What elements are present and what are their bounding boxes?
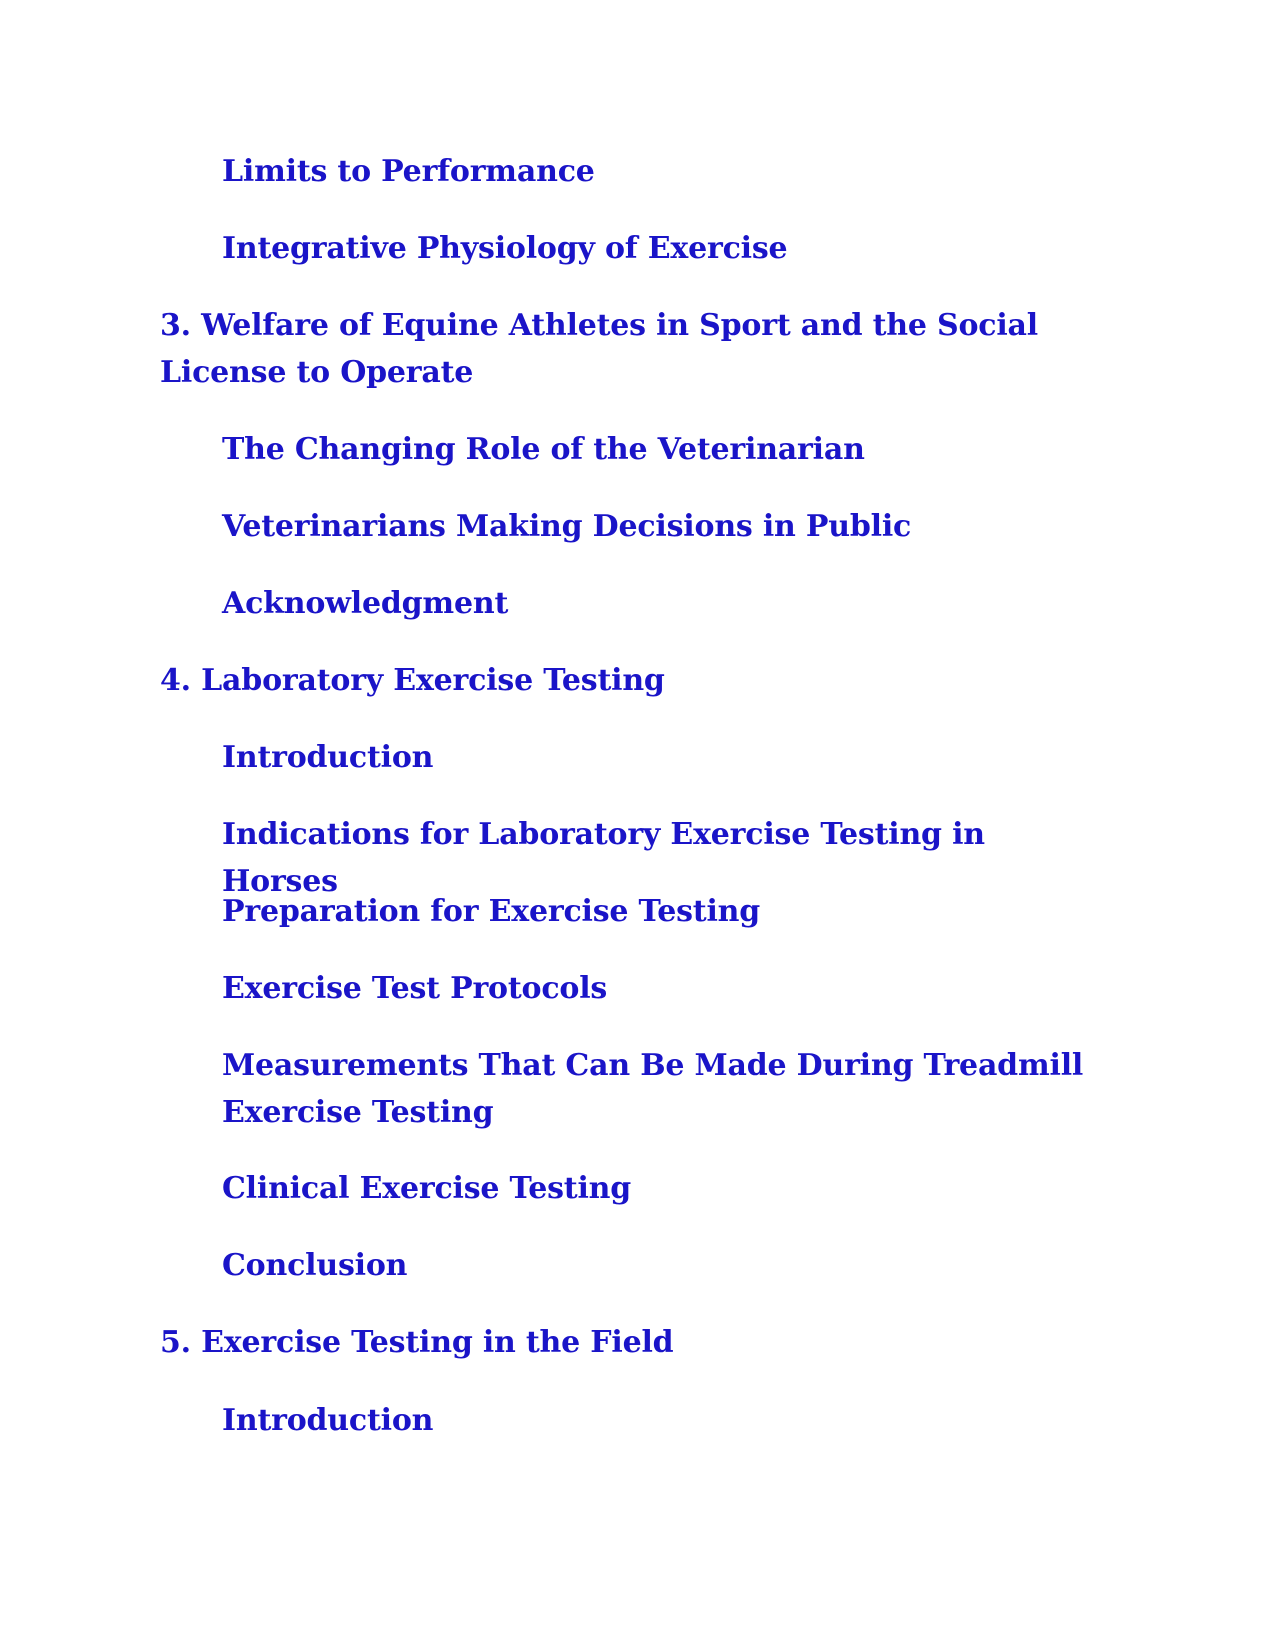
toc-link-acknowledgment[interactable]: Acknowledgment — [222, 586, 509, 621]
toc-link-indications-laboratory-testing[interactable]: Indications for Laboratory Exercise Testing in Horses — [222, 817, 985, 899]
toc-link-measurements-treadmill-testing[interactable]: Measurements That Can Be Made During Treadmill Exercise Testing — [222, 1048, 1084, 1130]
toc-link-chapter-4-laboratory-exercise-testing[interactable]: 4. Laboratory Exercise Testing — [160, 663, 665, 698]
toc-link-integrative-physiology-of-exercise[interactable]: Integrative Physiology of Exercise — [222, 231, 788, 266]
toc-link-preparation-exercise-testing[interactable]: Preparation for Exercise Testing — [222, 894, 761, 929]
toc-link-conclusion[interactable]: Conclusion — [222, 1248, 408, 1283]
toc-link-veterinarians-decisions-public[interactable]: Veterinarians Making Decisions in Public — [222, 509, 912, 544]
toc-link-chapter-5-exercise-testing-field[interactable]: 5. Exercise Testing in the Field — [160, 1325, 674, 1360]
toc-link-introduction-field[interactable]: Introduction — [222, 1403, 434, 1438]
toc-link-introduction[interactable]: Introduction — [222, 740, 434, 775]
toc-link-clinical-exercise-testing[interactable]: Clinical Exercise Testing — [222, 1171, 632, 1206]
toc-link-changing-role-veterinarian[interactable]: The Changing Role of the Veterinarian — [222, 432, 865, 467]
toc-link-chapter-3-welfare[interactable]: 3. Welfare of Equine Athletes in Sport and the Social License to Operate — [160, 308, 1038, 390]
toc-link-limits-to-performance[interactable]: Limits to Performance — [222, 154, 595, 189]
toc-link-exercise-test-protocols[interactable]: Exercise Test Protocols — [222, 971, 608, 1006]
